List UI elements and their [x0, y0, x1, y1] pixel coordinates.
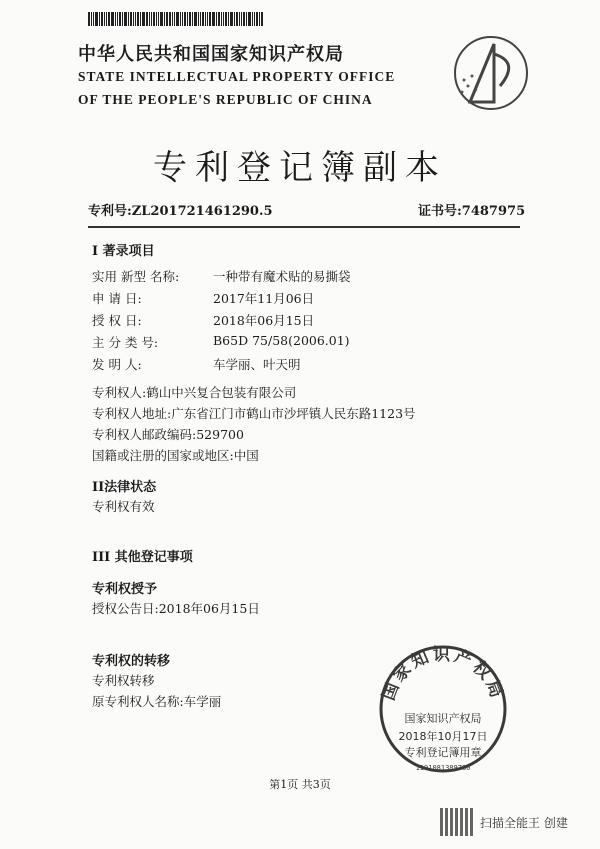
qr-code-icon [440, 808, 474, 836]
grant-heading: 专利权授予 [92, 582, 158, 597]
holder-postcode: 专利权人邮政编码:529700 [92, 427, 244, 442]
seal-ring-text: 国家知识产权局 [378, 645, 508, 704]
field-label: 发 明 人: [92, 357, 142, 372]
field-row [0, 267, 600, 283]
divider [88, 226, 520, 228]
field-label: 授 权 日: [92, 313, 142, 328]
patent-number: 专利号:ZL201721461290.5 [88, 204, 273, 219]
field-label: 实用 新型 名称: [92, 269, 180, 284]
field-row [0, 333, 600, 349]
scanner-watermark [440, 808, 568, 836]
scanner-label: 扫描全能王 创建 [480, 815, 568, 830]
patent-holder: 专利权人:鹤山中兴复合包装有限公司 [92, 385, 297, 400]
official-seal-icon [376, 642, 510, 776]
transfer-line: 专利权转移 [92, 673, 155, 688]
sipo-logo-icon [450, 32, 532, 114]
org-name-cn: 中华人民共和国国家知识产权局 [78, 44, 344, 65]
section-bibliographic-heading: I 著录项目 [92, 244, 155, 259]
field-label: 主 分 类 号: [92, 335, 159, 350]
field-value: 2017年11月06日 [213, 291, 315, 306]
seal-serial: 1101081389780 [415, 764, 471, 772]
section-other-heading: III 其他登记事项 [92, 550, 193, 565]
field-value: 车学丽、叶天明 [213, 357, 301, 372]
holder-address: 专利权人地址:广东省江门市鹤山市沙坪镇人民东路1123号 [92, 406, 416, 421]
field-row [0, 355, 600, 371]
svg-text:国家知识产权局 [379, 645, 508, 703]
legal-status: 专利权有效 [92, 499, 155, 514]
org-name-en-line2: OF THE PEOPLE'S REPUBLIC OF CHINA [78, 92, 373, 107]
page-indicator: 第1页 共3页 [269, 778, 331, 791]
certificate-number: 证书号:7487975 [418, 204, 526, 219]
field-value: 一种带有魔术贴的易撕袋 [213, 269, 351, 284]
former-holder: 原专利权人名称:车学丽 [92, 694, 222, 709]
field-label: 申 请 日: [92, 291, 142, 306]
grant-date: 授权公告日:2018年06月15日 [92, 601, 260, 616]
document-title: 专利登记簿副本 [153, 148, 447, 188]
seal-line3: 专利登记簿用章 [404, 746, 482, 759]
field-value: B65D 75/58(2006.01) [213, 333, 350, 348]
field-row [0, 289, 600, 305]
seal-line2: 2018年10月17日 [398, 730, 488, 743]
field-value: 2018年06月15日 [213, 313, 315, 328]
field-row [0, 311, 600, 327]
holder-country: 国籍或注册的国家或地区:中国 [92, 448, 259, 463]
org-name-en-line1: STATE INTELLECTUAL PROPERTY OFFICE [78, 69, 396, 84]
seal-line1: 国家知识产权局 [404, 712, 482, 725]
section-legal-status-heading: II法律状态 [92, 480, 157, 495]
barcode [88, 12, 331, 26]
transfer-heading: 专利权的转移 [92, 654, 171, 669]
